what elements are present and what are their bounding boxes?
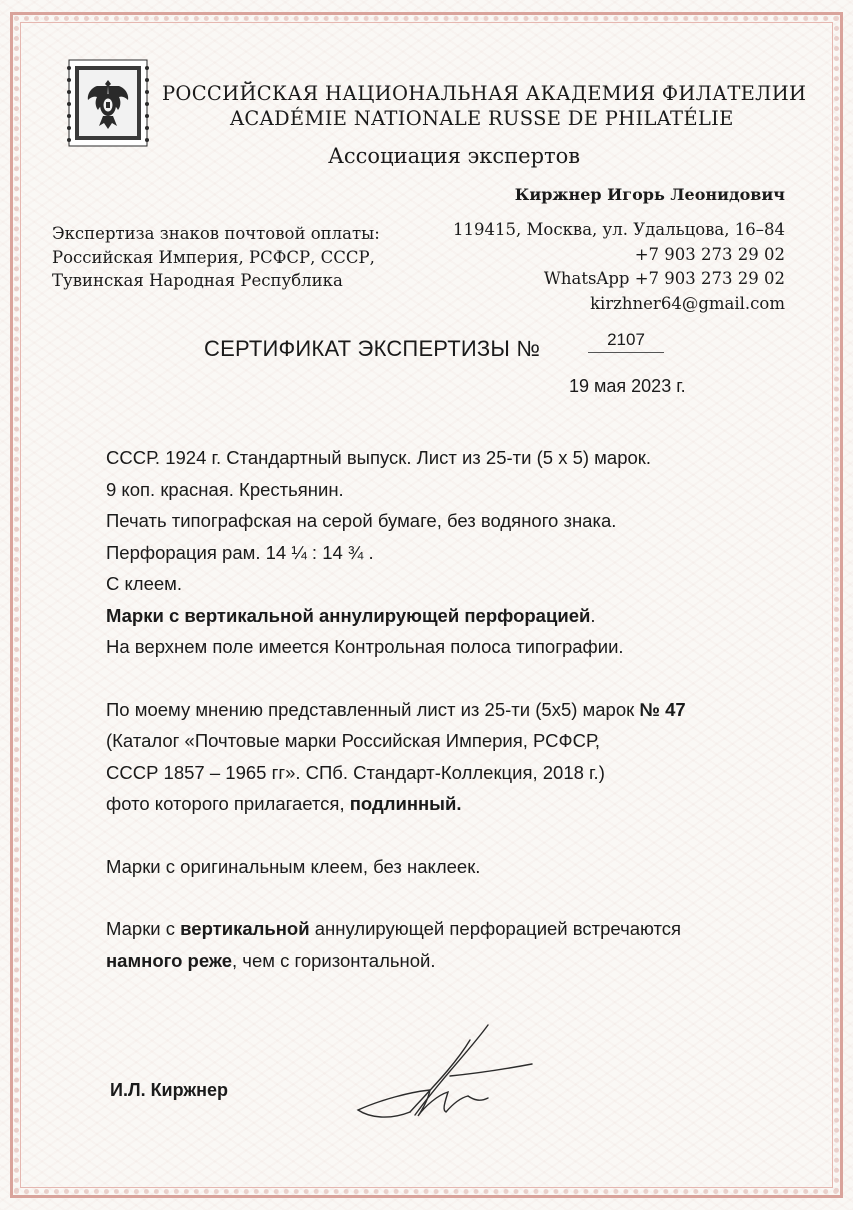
opinion-text: По моему мнению представленный лист из 25-ти (5х5) марок <box>106 698 640 720</box>
certificate-body <box>106 442 686 976</box>
certificate-title: СЕРТИФИКАТ ЭКСПЕРТИЗЫ № <box>204 336 541 361</box>
signatory-name: И.Л. Киржнер <box>110 1080 229 1100</box>
expertise-scope-line: Российская Империя, РСФСР, СССР, <box>52 247 375 267</box>
catalog-number: № 47 <box>639 698 686 720</box>
rarity-emphasis: намного реже <box>106 949 233 971</box>
description-line: С клеем. <box>106 573 183 594</box>
spacer <box>106 663 686 694</box>
description-line <box>106 600 686 632</box>
expert-phone: +7 903 273 29 02 <box>634 244 785 264</box>
expert-address: 119415, Москва, ул. Удальцова, 16–84 <box>453 220 785 239</box>
rarity-line <box>106 945 686 977</box>
academy-name-fr: ACADÉMIE NATIONALE RUSSE DE PHILATÉLIE <box>230 107 734 130</box>
rarity-text: Марки с <box>106 918 181 939</box>
spacer <box>106 820 686 851</box>
bold-text: Марки с вертикальной аннулирующей перфорацией <box>106 604 591 626</box>
rarity-text: аннулирующей перфорацией встречаются <box>309 918 682 939</box>
academy-emblem-icon <box>67 58 149 148</box>
description-line: На верхнем поле имеется Контрольная полоса типографии. <box>106 636 624 657</box>
description-period: . <box>590 604 596 626</box>
expert-name: Киржнер Игорь Леонидович <box>514 185 785 204</box>
verdict: подлинный. <box>349 793 462 814</box>
opinion-line: (Каталог «Почтовые марки Российская Империя, РСФСР, <box>106 730 600 751</box>
opinion-text: фото которого прилагается, <box>106 793 350 814</box>
opinion-line <box>106 788 686 820</box>
spacer <box>106 882 686 913</box>
expert-contacts <box>453 218 785 316</box>
rarity-emphasis: вертикальной <box>180 918 310 939</box>
expertise-scope-line: Экспертиза знаков почтовой оплаты: <box>52 224 380 243</box>
rarity-text: , чем с горизонтальной. <box>232 949 436 971</box>
rarity-line <box>106 913 686 945</box>
gum-note: Марки с оригинальным клеем, без наклеек. <box>106 855 481 877</box>
opinion-line <box>106 694 686 726</box>
expertise-scope <box>52 222 380 293</box>
opinion-line: СССР 1857 – 1965 гг». СПб. Стандарт-Коллекция, 2018 г.) <box>106 761 605 783</box>
expert-whatsapp: WhatsApp +7 903 273 29 02 <box>543 269 785 288</box>
description-line: 9 коп. красная. Крестьянин. <box>106 478 344 500</box>
expertise-scope-line: Тувинская Народная Республика <box>52 271 343 290</box>
certificate-number: 2107 <box>588 330 664 353</box>
expert-email: kirzhner64@gmail.com <box>590 293 785 313</box>
academy-name-ru: РОССИЙСКАЯ НАЦИОНАЛЬНАЯ АКАДЕМИЯ ФИЛАТЕЛИИ <box>162 82 807 105</box>
association-title: Ассоциация экспертов <box>328 144 581 168</box>
handwritten-signature <box>350 1020 540 1130</box>
description-line: СССР. 1924 г. Стандартный выпуск. Лист из 25-ти (5 х 5) марок. <box>106 447 652 468</box>
description-line: Печать типографская на серой бумаге, без водяного знака. <box>106 510 617 531</box>
certificate-date: 19 мая 2023 г. <box>569 376 686 396</box>
description-line: Перфорация рам. 14 ¼ : 14 ¾ . <box>106 541 374 563</box>
